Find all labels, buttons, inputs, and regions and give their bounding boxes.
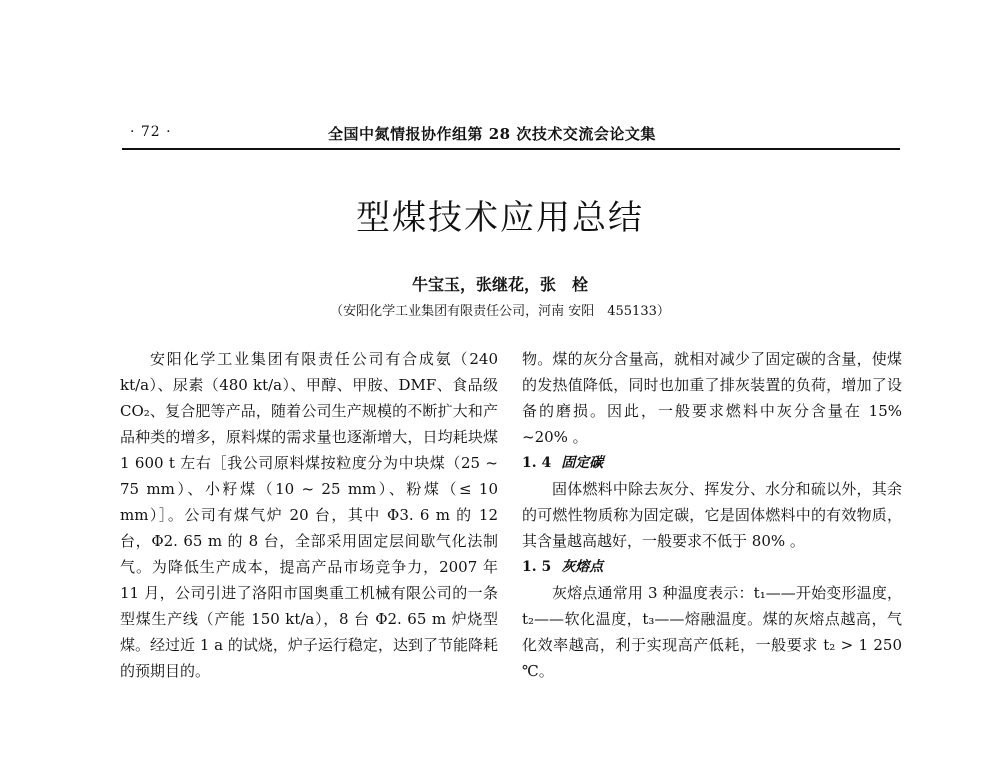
section-heading-ash-fusion (522, 554, 902, 580)
section-heading-fixed-carbon (522, 450, 902, 476)
page-number: · 72 · (130, 124, 172, 140)
section-title: 灰熔点 (561, 559, 604, 575)
header-rule (122, 148, 900, 150)
intro-paragraph: 安阳化学工业集团有限责任公司有合成氨（240 kt/a）、尿素（480 kt/a）、甲醇、甲胺、DMF、食品级 CO₂、复合肥等产品，随着公司生产规模的不断扩大和产品种类的增多，原料煤的需求量也逐渐增大，日均耗块煤 1 600 t 左右［我公司原料煤按粒度分为中块煤（25 ~ 75 mm）、小籽煤（10 ~ 25 mm）、粉煤（≤ 10 mm）］。公司有煤气炉 20 台，其中 Φ3. 6 m 的 12 台，Φ2. 65 m 的 8 台，全部采用固定层间歇气化法制气。为降低生产成本，提高产品市场竞争力，2007 年 11 月，公司引进了洛阳市国奥重工机械有限公司的一条型煤生产线（产能 150 kt/a），8 台 Φ2. 65 m 炉烧型煤。经过近 1 a 的试烧，炉子运行稳定，达到了节能降耗的预期目的。 (120, 350, 498, 680)
article-affiliation: （安阳化学工业集团有限责任公司，河南 安阳 455133） (330, 304, 670, 319)
section-number: 1. 4 (522, 455, 552, 471)
running-header: 全国中氮情报协作组第 28 次技术交流会论文集 (328, 125, 656, 143)
article-authors: 牛宝玉，张继花，张 栓 (411, 275, 588, 294)
fixed-carbon-paragraph: 固体燃料中除去灰分、挥发分、水分和硫以外，其余的可燃性物质称为固定碳，它是固体燃料中的有效物质，其含量越高越好，一般要求不低于 80% 。 (522, 480, 902, 550)
section-number: 1. 5 (522, 559, 552, 575)
section-title: 固定碳 (561, 455, 604, 471)
article-title: 型煤技术应用总结 (356, 198, 644, 238)
right-column (522, 346, 902, 684)
left-column (120, 346, 498, 684)
ash-fusion-paragraph: 灰熔点通常用 3 种温度表示：t₁——开始变形温度，t₂——软化温度，t₃——熔融温度。煤的灰熔点越高，气化效率越高，利于实现高产低耗，一般要求 t₂ > 1 250 ℃。 (522, 584, 902, 680)
ash-content-paragraph: 物。煤的灰分含量高，就相对减少了固定碳的含量，使煤的发热值降低，同时也加重了排灰装置的负荷，增加了设备的磨损。因此，一般要求燃料中灰分含量在 15% ~20% 。 (522, 350, 902, 446)
